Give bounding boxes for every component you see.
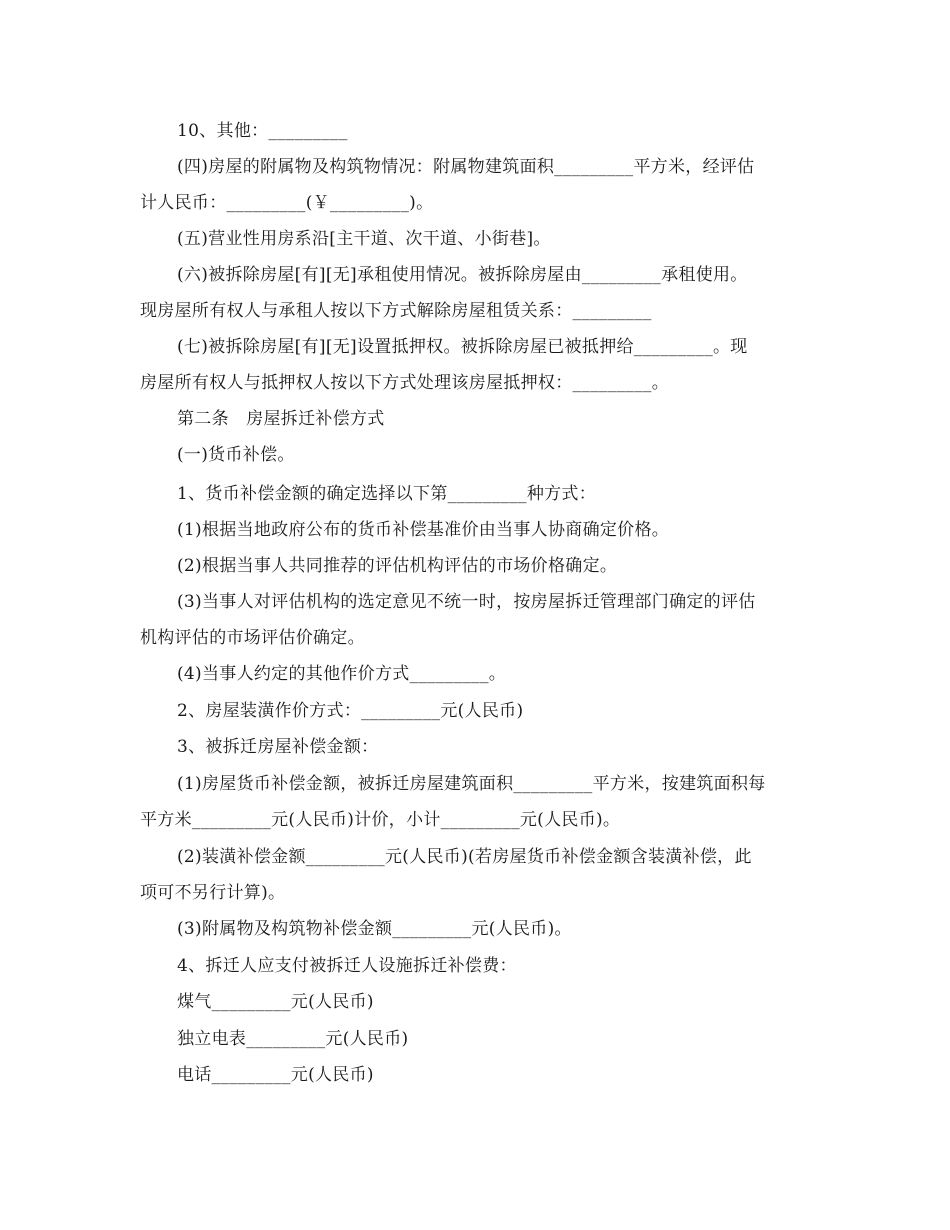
doc-line: (3)当事人对评估机构的选定意见不统一时，按房屋拆迁管理部门确定的评估 [177, 592, 756, 612]
doc-line: 4、拆迁人应支付被拆迁人设施拆迁补偿费： [177, 956, 517, 976]
doc-line: 10、其他：_________ [177, 121, 348, 141]
doc-line: 煤气_________元(人民币) [177, 992, 374, 1012]
doc-line: (五)营业性用房系沿[主干道、次干道、小街巷]。 [177, 229, 551, 249]
doc-line: 电话_________元(人民币) [177, 1065, 374, 1085]
doc-line: 平方米_________元(人民币)计价，小计_________元(人民币)。 [140, 810, 621, 830]
doc-line: (六)被拆除房屋[有][无]承租使用情况。被拆除房屋由_________承租使用。 [177, 265, 748, 285]
doc-line: 2、房屋装潢作价方式：_________元(人民币) [177, 701, 524, 721]
doc-line: (2)装潢补偿金额_________元(人民币)(若房屋货币补偿金额含装潢补偿，此 [177, 847, 752, 867]
section-heading: 第二条 房屋拆迁补偿方式 [177, 409, 385, 429]
doc-line: 机构评估的市场评估价确定。 [140, 628, 365, 648]
doc-line: 独立电表_________元(人民币) [177, 1029, 409, 1049]
doc-line: (1)房屋货币补偿金额，被拆迁房屋建筑面积_________平方米，按建筑面积每 [177, 774, 766, 794]
doc-line: 房屋所有权人与抵押权人按以下方式处理该房屋抵押权：_________。 [140, 373, 669, 393]
doc-line: 1、货币补偿金额的确定选择以下第_________种方式： [177, 484, 597, 504]
doc-line: (1)根据当地政府公布的货币补偿基准价由当事人协商确定价格。 [177, 520, 670, 540]
doc-line: 项可不另行计算)。 [140, 883, 286, 903]
doc-line: 现房屋所有权人与承租人按以下方式解除房屋租赁关系：_________ [140, 301, 652, 321]
doc-line: 3、被拆迁房屋补偿金额： [177, 737, 379, 757]
doc-line: (四)房屋的附属物及构筑物情况：附属物建筑面积_________平方米，经评估 [177, 157, 755, 177]
doc-line: (一)货币补偿。 [177, 445, 295, 465]
doc-line: (4)当事人约定的其他作价方式_________。 [177, 664, 507, 684]
doc-line: 计人民币：_________(￥_________)。 [140, 193, 434, 213]
doc-line: (2)根据当事人共同推荐的评估机构评估的市场价格确定。 [177, 556, 618, 576]
doc-line: (3)附属物及构筑物补偿金额_________元(人民币)。 [177, 919, 572, 939]
doc-line: (七)被拆除房屋[有][无]设置抵押权。被拆除房屋已被抵押给_________。现 [177, 337, 748, 357]
